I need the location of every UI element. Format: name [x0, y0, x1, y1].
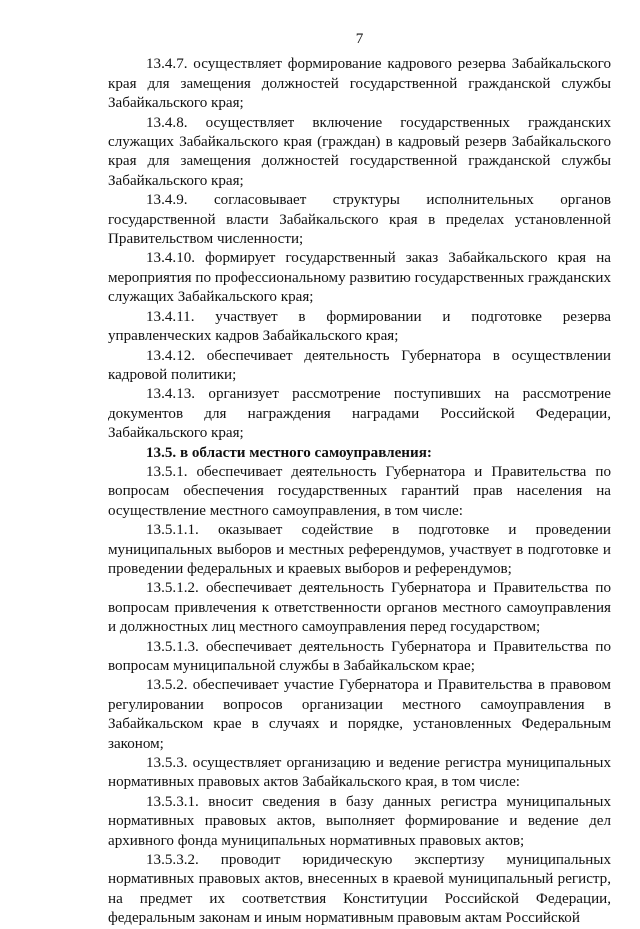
paragraph-13-5-3: 13.5.3. осуществляет организацию и ведение регистра муниципальных нормативных правовых актов Забайкальского края, в том числе: — [108, 755, 611, 791]
paragraph-13-5-1-2: 13.5.1.2. обеспечивает деятельность Губернатора и Правительства по вопросам привлечения к ответственности органов местного самоуправления и должностных лиц местного самоуправления перед государством; — [108, 580, 611, 636]
paragraph-13-4-11: 13.4.11. участвует в формировании и подготовке резерва управленческих кадров Забайкальского края; — [108, 308, 611, 345]
document-page — [108, 30, 611, 929]
paragraph-13-4-9: 13.4.9. согласовывает структуры исполнительных органов государственной власти Забайкальского края в пределах установленной Правительством численности; — [108, 192, 611, 248]
paragraph-13-5-1-3: 13.5.1.3. обеспечивает деятельность Губернатора и Правительства по вопросам муниципальной службы в Забайкальском крае; — [108, 638, 611, 674]
paragraph-13-4-8: 13.4.8. осуществляет включение государственных гражданских служащих Забайкальского края (граждан) в кадровый резерв Забайкальского края для замещения должностей государственной гражданской службы Забайкальского края; — [108, 114, 611, 189]
paragraph-13-4-7: 13.4.7. осуществляет формирование кадрового резерва Забайкальского края для замещения должностей государственной гражданской службы Забайкальского края; — [108, 56, 611, 112]
paragraph-13-5-1: 13.5.1. обеспечивает деятельность Губернатора и Правительства по вопросам обеспечения государственных гарантий прав населения на осуществление местного самоуправления, в том числе: — [108, 463, 611, 519]
paragraph-13-4-12: 13.4.12. обеспечивает деятельность Губернатора в осуществлении кадровой политики; — [108, 347, 611, 383]
paragraph-13-5-2: 13.5.2. обеспечивает участие Губернатора и Правительства в правовом регулировании вопросов организации местного самоуправления в Забайкальском крае в случаях и порядке, установленных Федеральным законом; — [108, 677, 611, 752]
page-number: 7 — [355, 31, 364, 47]
paragraph-13-5-3-1: 13.5.3.1. вносит сведения в базу данных регистра муниципальных нормативных правовых актов, выполняет формирование и ведение дел архивного фонда муниципальных нормативных правовых актов; — [108, 793, 611, 849]
paragraph-13-4-13: 13.4.13. организует рассмотрение поступивших на рассмотрение документов для награждения наградами Российской Федерации, Забайкальского края; — [108, 386, 611, 442]
paragraph-13-5-1-1: 13.5.1.1. оказывает содействие в подготовке и проведении муниципальных выборов и местных референдумов, участвует в подготовке и проведении федеральных и краевых выборов и референдумов; — [108, 522, 611, 577]
paragraph-13-5-3-2: 13.5.3.2. проводит юридическую экспертизу муниципальных нормативных правовых актов, внесенных в краевой муниципальный регистр, на предмет их соответствия Конституции Российской Федерации, федеральным законам и иным нормативным правовым актам Российской — [108, 852, 611, 927]
section-heading-13-5: 13.5. в области местного самоуправления: — [146, 444, 432, 461]
paragraph-13-4-10: 13.4.10. формирует государственный заказ Забайкальского края на мероприятия по профессиональному развитию государственных гражданских служащих Забайкальского края; — [108, 250, 611, 306]
